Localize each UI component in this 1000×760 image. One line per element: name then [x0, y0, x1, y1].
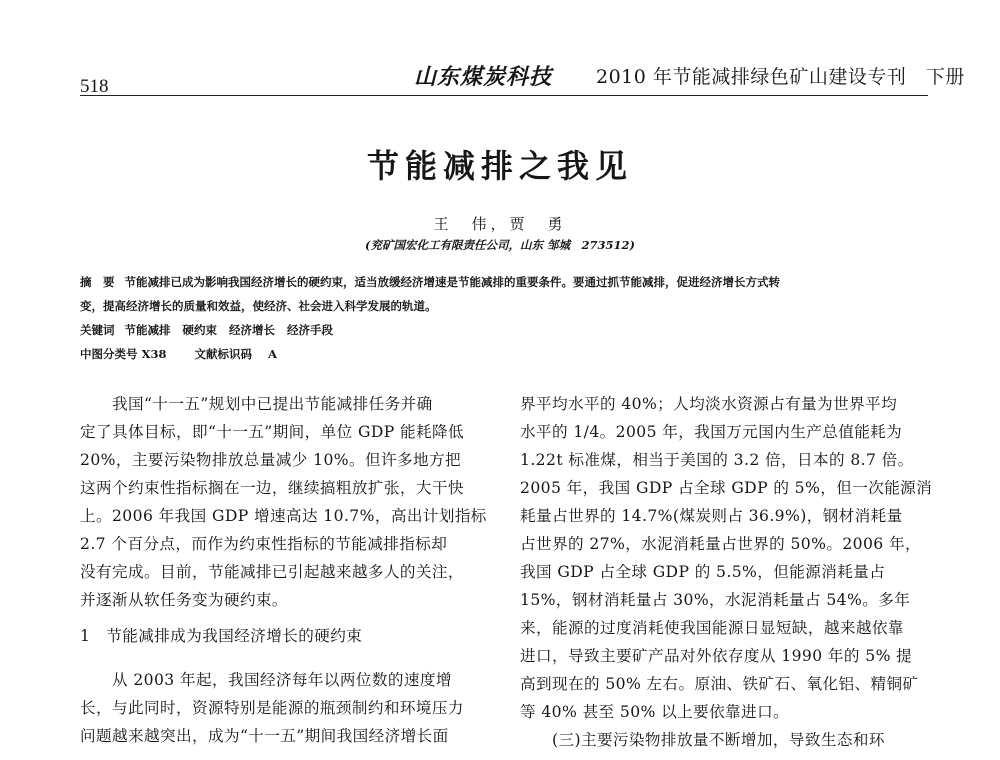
issue-title: 2010 年节能减排绿色矿山建设专刊 下册 [596, 66, 965, 88]
keyword: 节能减排 [124, 323, 171, 337]
body-line: 界平均水平的 40%；人均淡水资源占有量为世界平均 [520, 395, 898, 413]
keyword: 经济手段 [287, 323, 333, 337]
body-line: 我国“十一五”规划中已提出节能减排任务并确 [80, 395, 433, 413]
body-line: 长，与此同时，资源特别是能源的瓶颈制约和环境压力 [80, 699, 464, 717]
affiliation: (兖矿国宏化工有限责任公司，山东 邹城 273512) [365, 238, 635, 252]
page-number: 518 [80, 76, 109, 97]
article-title: 节能减排之我见 [366, 147, 633, 185]
abstract-line-2: 变，提高经济增长的质量和效益，使经济、社会进入科学发展的轨道。 [80, 299, 437, 313]
body-line: 从 2003 年起，我国经济每年以两位数的速度增 [80, 671, 452, 689]
journal-logo: 山东煤炭科技 [414, 64, 553, 90]
header-rule [80, 95, 928, 96]
body-line: 我国 GDP 占全球 GDP 的 5.5%，但能源消耗量占 [520, 563, 886, 581]
body-line: 等 40% 甚至 50% 以上要依靠进口。 [520, 703, 790, 721]
body-line: 上。2006 年我国 GDP 增速高达 10.7%，高出计划指标 [80, 507, 487, 525]
body-line: (三)主要污染物排放量不断增加，导致生态和环 [520, 731, 885, 749]
body-line: 水平的 1/4。2005 年，我国万元国内生产总值能耗为 [520, 423, 903, 441]
body-line: 这两个约束性指标搁在一边，继续搞粗放扩张，大干快 [80, 479, 464, 497]
body-line: 2.7 个百分点，而作为约束性指标的节能减排指标却 [80, 535, 448, 553]
classification-label: 中图分类号 [80, 347, 138, 361]
body-line: 来，能源的过度消耗使我国能源日显短缺，越来越依靠 [520, 619, 904, 637]
body-line: 高到现在的 50% 左右。原油、铁矿石、氧化铝、精铜矿 [520, 675, 919, 693]
body-line: 问题越来越突出，成为“十一五”期间我国经济增长面 [80, 727, 449, 745]
body-line: 并逐渐从软任务变为硬约束。 [80, 591, 288, 609]
body-line: 1.22t 标准煤，相当于美国的 3.2 倍，日本的 8.7 倍。 [520, 451, 914, 469]
body-line: 15%，钢材消耗量占 30%，水泥消耗量占 54%。多年 [520, 591, 911, 609]
body-line: 耗量占世界的 14.7%(煤炭则占 36.9%)，钢材消耗量 [520, 507, 903, 525]
body-line: 占世界的 27%，水泥消耗量占世界的 50%。2006 年， [520, 535, 921, 553]
doc-code-label: 文献标识码 [194, 347, 252, 361]
body-line: 进口，导致主要矿产品对外依存度从 1990 年的 5% 提 [520, 647, 913, 665]
body-line: 2005 年，我国 GDP 占全球 GDP 的 5%，但一次能源消 [520, 479, 933, 497]
body-line: 没有完成。目前，节能减排已引起越来越多人的关注， [80, 563, 464, 581]
abstract-label: 摘 要 [80, 275, 115, 289]
authors: 王 伟，贾 勇 [433, 215, 567, 233]
keyword: 经济增长 [229, 323, 275, 337]
doc-code-value: A [267, 347, 277, 361]
keyword: 硬约束 [182, 323, 217, 337]
classification-value: X38 [141, 347, 167, 361]
keywords-label: 关键词 [80, 323, 115, 337]
section-heading: 1 节能减排成为我国经济增长的硬约束 [80, 627, 363, 645]
abstract-text: 节能减排已成为影响我国经济增长的硬约束，适当放缓经济增速是节能减排的重要条件。要通过抓节能减排，促进经济增长方式转 [124, 275, 780, 289]
body-line: 定了具体目标，即“十一五”期间，单位 GDP 能耗降低 [80, 423, 464, 441]
keywords-line [80, 322, 333, 338]
body-line: 20%，主要污染物排放总量减少 10%。但许多地方把 [80, 451, 461, 469]
classification-line [80, 346, 277, 362]
abstract-line-1 [80, 274, 780, 290]
